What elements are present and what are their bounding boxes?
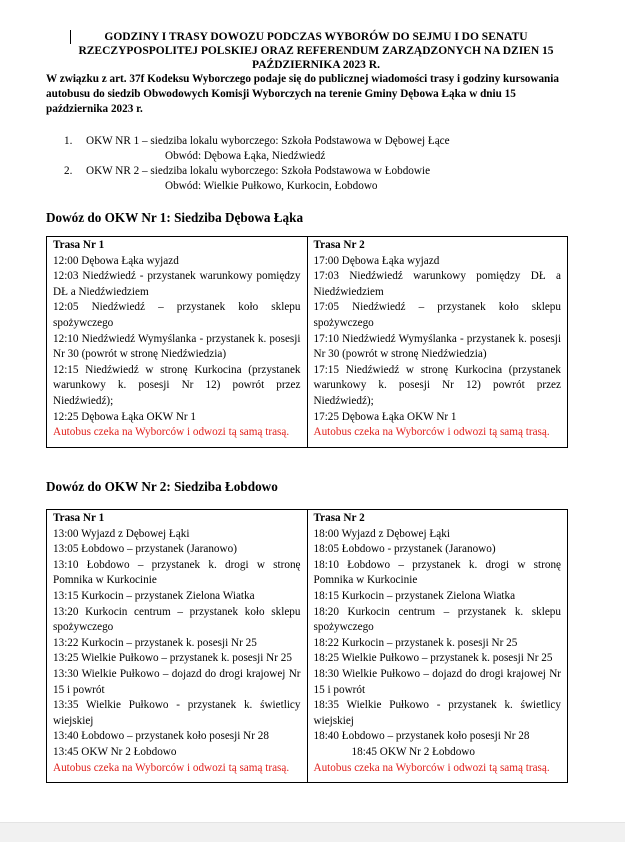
okw-obwod: Obwód: Dębowa Łąka, Niedźwiedź: [165, 150, 326, 162]
okw-list: [64, 134, 584, 194]
schedule-line: 13:40 Łobdowo – przystanek koło posesji Nr 28: [53, 730, 269, 743]
intro-paragraph: W związku z art. 37f Kodeksu Wyborczego podaje się do publicznej wiadomości trasy i godziny kursowania autobusu do siedzib Obwodowych Komisji Wyborczych na terenie Gminy Dębowa Łąka w dniu 15 października 2023 r.: [46, 73, 559, 115]
schedule-line: 17:10 Niedźwiedź Wymyślanka - przystanek k. posesji Nr 30 (powrót w stronę Niedźwiedzia): [313, 332, 561, 361]
viewer-bottom-strip: [0, 822, 625, 842]
return-note: Autobus czeka na Wyborców i odwozi tą samą trasą.: [53, 426, 290, 439]
schedule-line: 13:25 Wielkie Pułkowo – przystanek k. posesji Nr 25: [53, 652, 292, 665]
schedule-line: 18:05 Łobdowo - przystanek (Jaranowo): [313, 543, 496, 556]
schedule-line: 18:20 Kurkocin centrum – przystanek k. sklepu spożywczego: [313, 605, 561, 634]
schedule-table-okw2: [46, 509, 568, 783]
return-note: Autobus czeka na Wyborców i odwozi tą samą trasą.: [313, 761, 550, 774]
list-number: 2.: [64, 165, 73, 177]
trasa-cell: [307, 510, 568, 783]
schedule-line: 13:45 OKW Nr 2 Łobdowo: [53, 745, 177, 758]
schedule-line: 12:05 Niedźwiedź – przystanek koło sklepu spożywczego: [53, 301, 301, 329]
section-title-okw2: Dowóz do OKW Nr 2: Siedziba Łobdowo: [46, 479, 278, 494]
schedule-line: 12:15 Niedźwiedź w stronę Kurkocina (przystanek warunkowy k. posesji Nr 12) powrót przez Niedźwiedź);: [53, 363, 301, 407]
schedule-line: 12:03 Niedźwiedź - przystanek warunkowy pomiędzy DŁ a Niedźwiedziem: [53, 270, 301, 298]
schedule-line: 13:00 Wyjazd z Dębowej Łąki: [53, 527, 190, 540]
schedule-line: 17:03 Niedźwiedź warunkowy pomiędzy DŁ a Niedźwiedziem: [313, 270, 561, 298]
return-note: Autobus czeka na Wyborców i odwozi tą samą trasą.: [53, 761, 290, 774]
schedule-line: 18:22 Kurkocin – przystanek k. posesji Nr 25: [313, 636, 518, 649]
schedule-line: 13:15 Kurkocin – przystanek Zielona Wiatka: [53, 589, 255, 602]
trasa-heading: Trasa Nr 1: [53, 512, 105, 524]
schedule-line: 13:35 Wielkie Pułkowo - przystanek k. świetlicy wiejskiej: [53, 699, 301, 727]
schedule-line: 18:40 Łobdowo – przystanek koło posesji Nr 28: [313, 730, 530, 743]
okw-line: OKW NR 1 – siedziba lokalu wyborczego: Szkoła Podstawowa w Dębowej Łące: [86, 135, 450, 147]
okw-list-item-1: [64, 134, 584, 164]
schedule-line: 13:30 Wielkie Pułkowo – dojazd do drogi krajowej Nr 15 i powrót: [53, 667, 301, 696]
trasa-cell: [307, 237, 568, 448]
schedule-line: 17:05 Niedźwiedź – przystanek koło sklepu spożywczego: [313, 301, 561, 329]
schedule-line: 17:25 Dębowa Łąka OKW Nr 1: [313, 410, 457, 423]
schedule-line: 17:00 Dębowa Łąka wyjazd: [313, 254, 440, 267]
schedule-line: 18:15 Kurkocin – przystanek Zielona Wiatka: [313, 589, 516, 602]
schedule-line: 12:25 Dębowa Łąka OKW Nr 1: [53, 410, 197, 423]
trasa-heading: Trasa Nr 2: [313, 512, 365, 524]
okw-line: OKW NR 2 – siedziba lokalu wyborczego: Szkoła Podstawowa w Łobdowie: [86, 165, 431, 177]
return-note: Autobus czeka na Wyborców i odwozi tą samą trasą.: [313, 426, 550, 439]
section-title-okw1: Dowóz do OKW Nr 1: Siedziba Dębowa Łąka: [46, 210, 304, 225]
document-title: GODZINY I TRASY DOWOZU PODCZAS WYBORÓW DO SEJMU I DO SENATU RZECZYPOSPOLITEJ POLSKIEJ ORAZ REFERENDUM ZARZĄDZONYCH NA DZIEN 15 PAŹDZIERNIKA 2023 R.: [78, 31, 554, 71]
schedule-line: 18:45 OKW Nr 2 Łobdowo: [351, 745, 475, 758]
schedule-table-okw1: [46, 236, 568, 448]
okw-obwod: Obwód: Wielkie Pułkowo, Kurkocin, Łobdowo: [165, 180, 378, 192]
list-number: 1.: [64, 135, 73, 147]
schedule-line: 12:10 Niedźwiedź Wymyślanka - przystanek k. posesji Nr 30 (powrót w stronę Niedźwiedzia): [53, 332, 301, 361]
schedule-line: 13:10 Łobdowo – przystanek k. drogi w stronę Pomnika w Kurkocinie: [53, 558, 301, 587]
trasa-cell: [47, 510, 308, 783]
schedule-line: 17:15 Niedźwiedź w stronę Kurkocina (przystanek warunkowy k. posesji Nr 12) powrót przez Niedźwiedź);: [313, 363, 561, 407]
schedule-line: 18:30 Wielkie Pułkowo – dojazd do drogi krajowej Nr 15 i powrót: [313, 667, 561, 696]
schedule-line: 13:20 Kurkocin centrum – przystanek koło sklepu spożywczego: [53, 605, 301, 634]
trasa-heading: Trasa Nr 2: [313, 239, 365, 251]
schedule-line: 18:25 Wielkie Pułkowo – przystanek k. posesji Nr 25: [313, 652, 553, 665]
schedule-line: 12:00 Dębowa Łąka wyjazd: [53, 254, 179, 267]
trasa-heading: Trasa Nr 1: [53, 239, 105, 251]
okw-list-item-2: [64, 164, 584, 194]
schedule-line: 18:00 Wyjazd z Dębowej Łąki: [313, 527, 450, 540]
trasa-cell: [47, 237, 308, 448]
schedule-line: 13:05 Łobdowo – przystanek (Jaranowo): [53, 543, 237, 556]
schedule-line: 18:10 Łobdowo – przystanek k. drogi w stronę Pomnika w Kurkocinie: [313, 558, 561, 587]
schedule-line: 18:35 Wielkie Pułkowo - przystanek k. świetlicy wiejskiej: [313, 699, 561, 727]
schedule-line: 13:22 Kurkocin – przystanek k. posesji Nr 25: [53, 636, 257, 649]
